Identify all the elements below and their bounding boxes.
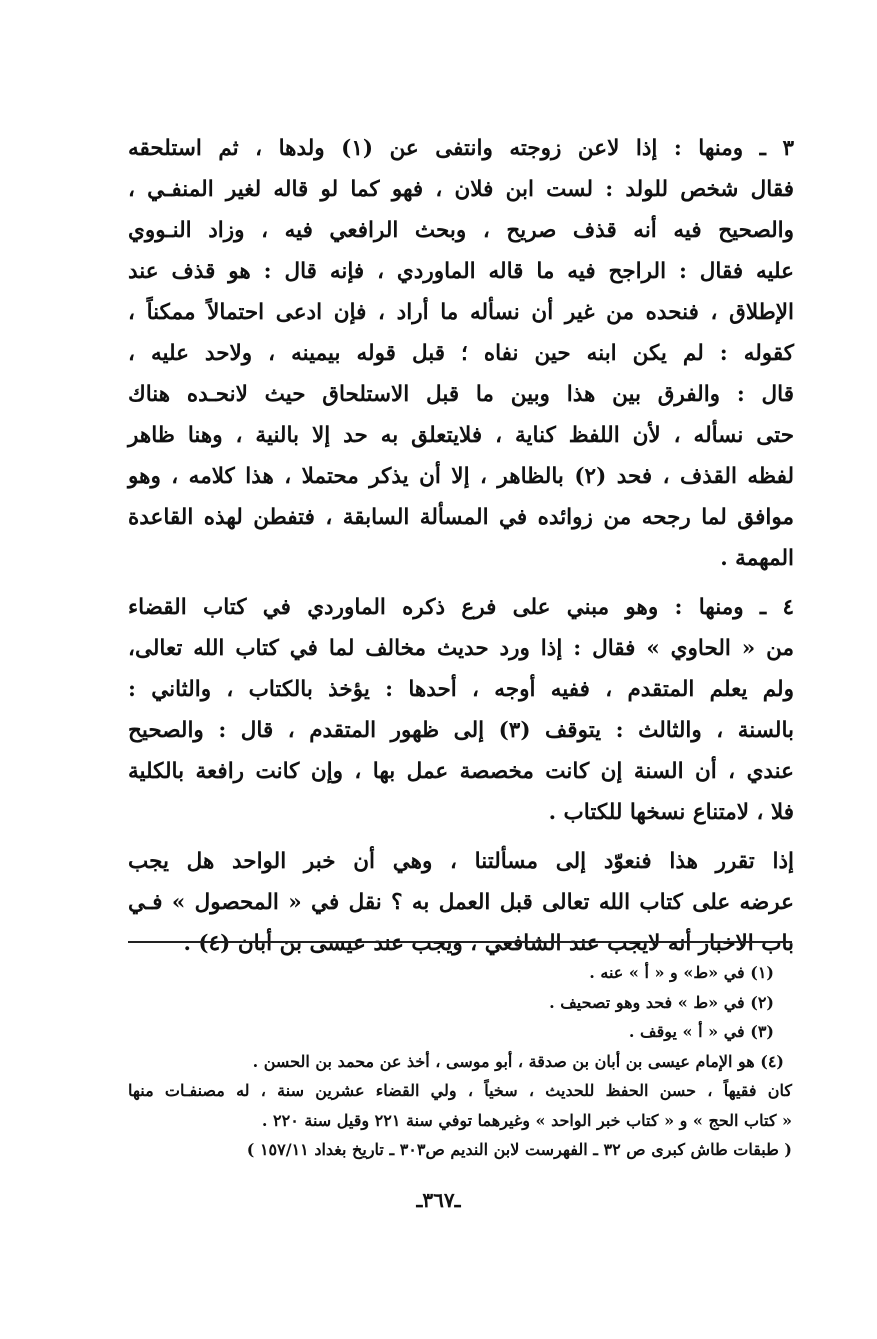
text-line: والصحيح فيه أنه قذف صريح ، وبحث الرافعي فيه ، وزاد النـووي <box>128 218 794 243</box>
text-line: عرضه على كتاب الله تعالى قبل العمل به ؟ نقل في « المحصول » فـي <box>128 890 794 915</box>
text-line: حتى نسأله ، لأن اللفظ كناية ، فلايتعلق به حد إلا بالنية ، وهنا ظاهر <box>128 423 794 448</box>
text-line: فقال شخص للولد : لست ابن فلان ، فهو كما لو قاله لغير المنفـي ، <box>128 177 794 202</box>
footnote-2: (٢) في «ط » فحد وهو تصحيف . <box>549 992 774 1012</box>
page-number: ـ٣٦٧ـ <box>416 1188 461 1212</box>
footnote-4-sources: ( طبقات طاش كبرى ص ٣٢ ـ الفهرست لابن النديم ص٣٠٣ ـ تاريخ بغداد ١٥٧/١١ ) <box>246 1140 792 1159</box>
text-line: من « الحاوي » فقال : إذا ورد حديث مخالف لما في كتاب الله تعالى، <box>128 636 794 661</box>
text-line: لفظه القذف ، فحد (٢) بالظاهر ، إلا أن يذكر محتملا ، هذا كلامه ، وهو <box>128 464 794 489</box>
paragraph-gap <box>128 833 794 841</box>
text-line: الإطلاق ، فنحده من غير أن نسأله ما أراد ، فإن ادعى احتمالاً ممكناً ، <box>128 300 794 325</box>
footnote-1: (١) في «ط» و « أ » عنه . <box>589 963 774 982</box>
text-line: موافق لما رجحه من زوائده في المسألة السابقة ، فتفطن لهذه القاعدة المهمة . <box>128 505 794 571</box>
text-line: عليه فقال : الراجح فيه ما قاله الماوردي ، فإنه قال : هو قذف عند <box>128 259 794 284</box>
text-line: باب الاخبار أنه لايجب عند الشافعي ، ويجب عند عيسى بن أبان (٤) . <box>183 931 794 956</box>
footnote-3: (٣) في « أ » يوقف . <box>628 1022 774 1041</box>
footnote-4-continued: « كتاب الحج » و « كتاب خبر الواحد » وغيرهما توفي سنة ٢٢١ وقيل سنة ٢٢٠ . <box>261 1110 792 1130</box>
text-line: كقوله : لم يكن ابنه حين نفاه ؛ قبل قوله بيمينه ، ولاحد عليه ، <box>128 341 794 366</box>
paragraph-gap <box>128 579 794 587</box>
footnote-4-continued: كان فقيهاً ، حسن الحفظ للحديث ، سخياً ، ولي القضاء عشرين سنة ، له مصنفـات منها <box>128 1081 792 1100</box>
footnote-4: (٤) هو الإمام عيسى بن أبان بن صدقة ، أبو موسى ، أخذ عن محمد بن الحسن . <box>252 1051 784 1071</box>
main-text <box>128 128 794 964</box>
text-line: ٣ ـ ومنها : إذا لاعن زوجته وانتفى عن (١) ولدها ، ثم استلحقه <box>128 136 794 161</box>
text-line: إذا تقرر هذا فنعوّد إلى مسألتنا ، وهي أن خبر الواحد هل يجب <box>128 849 794 874</box>
text-line: عندي ، أن السنة إن كانت مخصصة عمل بها ، وإن كانت رافعة بالكلية <box>128 759 794 784</box>
text-line: ٤ ـ ومنها : وهو مبني على فرع ذكره الماوردي في كتاب القضاء <box>128 595 794 620</box>
text-line: ولم يعلم المتقدم ، ففيه أوجه ، أحدها : يؤخذ بالكتاب ، والثاني : <box>128 677 794 702</box>
footnote-divider <box>128 941 792 943</box>
footnotes <box>128 958 792 1165</box>
text-line: قال : والفرق بين هذا وبين ما قبل الاستلحاق حيث لانحـده هناك <box>128 382 794 407</box>
text-line: فلا ، لامتناع نسخها للكتاب . <box>548 800 794 825</box>
text-line: بالسنة ، والثالث : يتوقف (٣) إلى ظهور المتقدم ، قال : والصحيح <box>128 718 794 743</box>
